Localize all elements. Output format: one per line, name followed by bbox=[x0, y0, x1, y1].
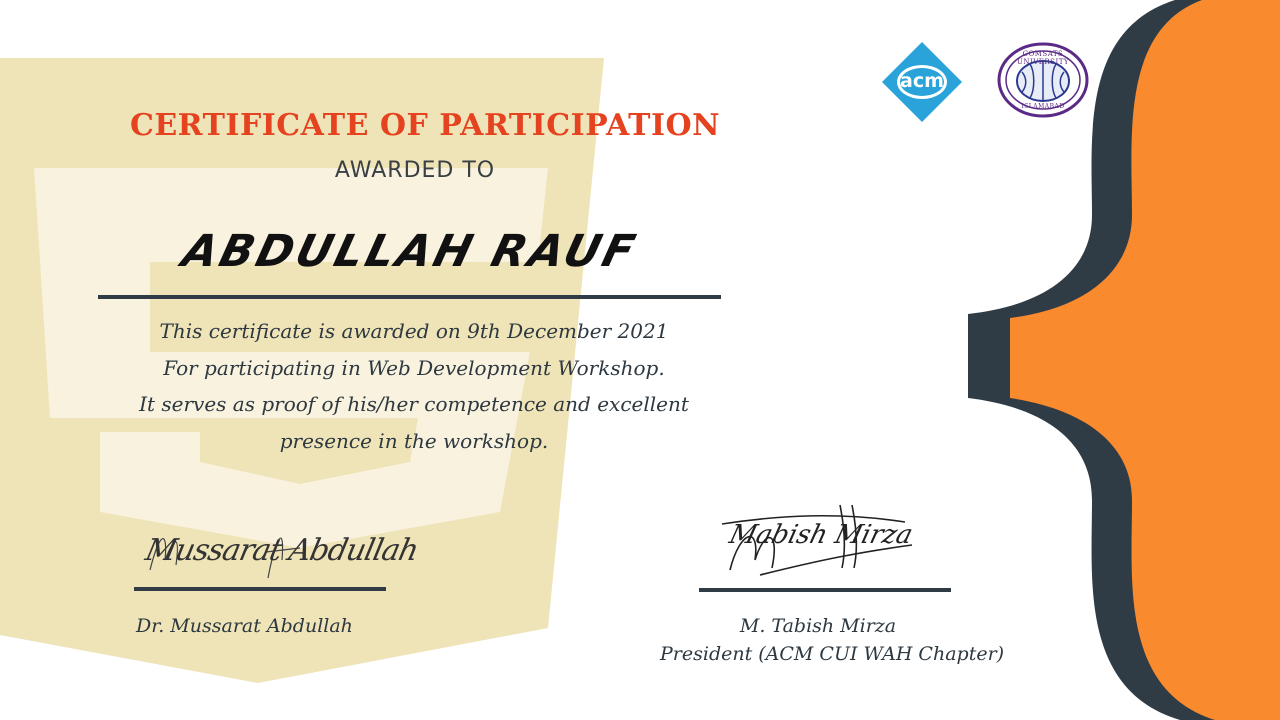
certificate-title: CERTIFICATE OF PARTICIPATION bbox=[129, 108, 721, 143]
right-signatory-name: M. Tabish Mirza bbox=[739, 615, 897, 637]
acm-logo-icon bbox=[882, 42, 962, 122]
awarded-to-label: AWARDED TO bbox=[334, 158, 496, 183]
recipient-underline bbox=[98, 295, 721, 299]
left-signature-line bbox=[134, 587, 386, 591]
body-line: It serves as proof of his/her competence and excellent bbox=[139, 392, 689, 416]
right-signature: Mabish Mirza bbox=[726, 520, 916, 550]
acm-logo-text: acm bbox=[900, 70, 944, 92]
left-signatory-name: Dr. Mussarat Abdullah bbox=[136, 615, 353, 637]
comsats-logo-bottom-text: ISLAMABAD bbox=[1021, 103, 1065, 110]
right-signatory-role: President (ACM CUI WAH Chapter) bbox=[660, 643, 1005, 665]
left-signature: Mussarat Abdullah bbox=[142, 533, 422, 568]
comsats-logo-icon bbox=[997, 42, 1089, 118]
recipient-name: ABDULLAH RAUF bbox=[177, 226, 643, 277]
right-signature-line bbox=[699, 588, 951, 592]
certificate-body bbox=[100, 313, 728, 459]
comsats-logo-top-text: COMSATS UNIVERSITY bbox=[1016, 50, 1070, 66]
body-line: This certificate is awarded on 9th December 2021 bbox=[159, 319, 669, 343]
body-line: presence in the workshop. bbox=[279, 428, 549, 453]
body-line: For participating in Web Development Workshop. bbox=[163, 355, 665, 380]
